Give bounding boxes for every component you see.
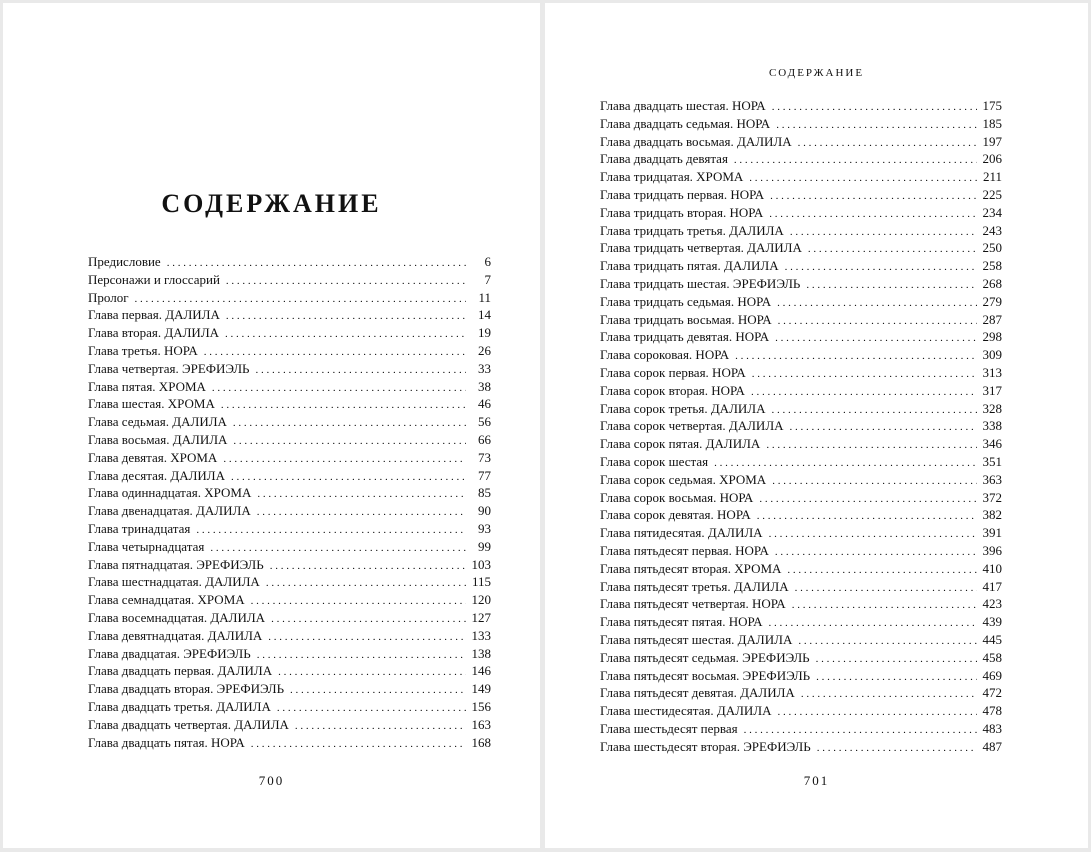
toc-entry-title: Глава девятнадцатая. ДАЛИЛА — [88, 627, 263, 643]
toc-entry — [88, 467, 491, 485]
toc-entry-page: 313 — [982, 364, 1002, 380]
table-of-contents-left — [88, 253, 491, 751]
toc-entry-title: Глава сорок вторая. НОРА — [600, 382, 745, 398]
toc-entry-title: Глава шестнадцатая. ДАЛИЛА — [88, 574, 260, 590]
toc-entry — [88, 538, 491, 556]
dot-leader — [751, 384, 977, 402]
dot-leader — [223, 451, 466, 469]
toc-entry — [600, 417, 1002, 435]
toc-entry-page: 146 — [471, 663, 491, 679]
dot-leader — [257, 647, 466, 665]
toc-entry-title: Глава двенадцатая. ДАЛИЛА — [88, 503, 251, 519]
toc-entry-page: 11 — [478, 289, 491, 305]
toc-entry-page: 346 — [982, 436, 1002, 452]
toc-entry-title: Глава двадцать седьмая. НОРА — [600, 115, 771, 131]
toc-entry-page: 351 — [982, 453, 1002, 469]
toc-entry — [600, 667, 1002, 685]
dot-leader — [798, 135, 977, 153]
toc-entry-page: 66 — [478, 431, 491, 447]
toc-entry-page: 338 — [982, 418, 1002, 434]
toc-entry — [600, 738, 1002, 756]
toc-entry — [88, 556, 491, 574]
toc-entry-title: Глава пятьдесят четвертая. НОРА — [600, 596, 786, 612]
toc-entry-title: Глава восьмая. ДАЛИЛА — [88, 431, 228, 447]
dot-leader — [785, 259, 977, 277]
toc-entry-page: 211 — [982, 169, 1002, 185]
toc-entry — [600, 311, 1002, 329]
toc-entry — [88, 734, 491, 752]
toc-entry — [600, 168, 1002, 186]
toc-entry-title: Глава сороковая. НОРА — [600, 347, 730, 363]
toc-entry-title: Персонажи и глоссарий — [88, 271, 220, 287]
dot-leader — [768, 615, 977, 633]
toc-entry-page: 149 — [471, 681, 491, 697]
toc-entry-title: Глава шестидесятая. ДАЛИЛА — [600, 703, 772, 719]
dot-leader — [792, 597, 977, 615]
dot-leader — [778, 313, 977, 331]
toc-entry — [600, 524, 1002, 542]
dot-leader — [233, 415, 466, 433]
toc-entry — [600, 382, 1002, 400]
left-page — [3, 3, 540, 848]
toc-entry — [600, 239, 1002, 257]
toc-entry — [88, 609, 491, 627]
toc-entry-page: 234 — [982, 204, 1002, 220]
toc-entry — [88, 431, 491, 449]
table-of-contents-right — [600, 97, 1002, 755]
toc-entry — [88, 698, 491, 716]
toc-entry — [88, 413, 491, 431]
toc-entry-page: 120 — [471, 592, 491, 608]
toc-entry-page: 115 — [471, 574, 491, 590]
toc-entry-title: Глава пятьдесят первая. НОРА — [600, 542, 769, 558]
toc-entry-page: 206 — [982, 151, 1002, 167]
toc-entry — [88, 360, 491, 378]
dot-leader — [266, 575, 466, 593]
dot-leader — [233, 433, 466, 451]
toc-entry-title: Глава сорок девятая. НОРА — [600, 507, 751, 523]
toc-entry — [600, 328, 1002, 346]
toc-entry-title: Глава тринадцатая — [88, 520, 191, 536]
toc-entry — [88, 627, 491, 645]
toc-entry-page: 391 — [982, 525, 1002, 541]
toc-entry-title: Глава сорок первая. НОРА — [600, 364, 746, 380]
toc-entry-page: 287 — [982, 311, 1002, 327]
toc-entry-title: Глава пятьдесят шестая. ДАЛИЛА — [600, 631, 793, 647]
toc-entry — [600, 150, 1002, 168]
toc-entry-page: 7 — [484, 271, 491, 287]
toc-entry — [600, 702, 1002, 720]
toc-entry-title: Глава одиннадцатая. ХРОМА — [88, 485, 252, 501]
toc-entry — [88, 395, 491, 413]
toc-entry-page: 168 — [471, 734, 491, 750]
toc-entry — [88, 591, 491, 609]
dot-leader — [808, 241, 977, 259]
dot-leader — [777, 295, 977, 313]
toc-entry-title: Глава двадцать первая. ДАЛИЛА — [88, 663, 273, 679]
toc-entry-page: 243 — [982, 222, 1002, 238]
dot-leader — [816, 651, 977, 669]
toc-entry-page: 417 — [982, 578, 1002, 594]
toc-entry-page: 185 — [982, 115, 1002, 131]
page-number-right: 701 — [803, 773, 830, 788]
toc-entry-title: Глава тридцать седьмая. НОРА — [600, 293, 772, 309]
dot-leader — [795, 580, 977, 598]
toc-entry-title: Глава пятьдесят восьмая. ЭРЕФИЭЛЬ — [600, 667, 811, 683]
running-head: СОДЕРЖАНИЕ — [768, 67, 865, 79]
dot-leader — [251, 736, 466, 754]
toc-entry-title: Глава седьмая. ДАЛИЛА — [88, 414, 227, 430]
toc-entry — [600, 186, 1002, 204]
toc-entry — [88, 449, 491, 467]
toc-entry-page: 363 — [982, 471, 1002, 487]
dot-leader — [277, 700, 466, 718]
toc-entry — [600, 293, 1002, 311]
page-number-left: 700 — [258, 773, 285, 788]
toc-entry-page: 85 — [478, 485, 491, 501]
toc-entry-page: 77 — [478, 467, 491, 483]
toc-entry-page: 6 — [484, 254, 491, 269]
toc-entry — [600, 133, 1002, 151]
toc-entry-page: 423 — [982, 596, 1002, 612]
toc-entry-page: 372 — [982, 489, 1002, 505]
toc-entry — [88, 573, 491, 591]
toc-entry-title: Глава вторая. ДАЛИЛА — [88, 325, 220, 341]
toc-entry-page: 73 — [478, 449, 491, 465]
dot-leader — [271, 611, 466, 629]
dot-leader — [801, 686, 977, 704]
toc-entry-title: Глава тридцать шестая. ЭРЕФИЭЛЬ — [600, 275, 801, 291]
toc-entry-title: Глава первая. ДАЛИЛА — [88, 307, 220, 323]
toc-entry-page: 328 — [982, 400, 1002, 416]
dot-leader — [775, 544, 977, 562]
dot-leader — [734, 152, 977, 170]
toc-entry — [600, 613, 1002, 631]
toc-entry-page: 396 — [982, 542, 1002, 558]
toc-entry-page: 103 — [471, 556, 491, 572]
dot-leader — [775, 330, 977, 348]
toc-entry-title: Глава двадцать пятая. НОРА — [88, 734, 245, 750]
toc-entry-page: 487 — [982, 738, 1002, 754]
toc-entry-page: 26 — [478, 342, 491, 358]
dot-leader — [770, 188, 977, 206]
toc-entry — [600, 115, 1002, 133]
dot-leader — [787, 562, 977, 580]
toc-entry — [600, 400, 1002, 418]
toc-entry-title: Глава тридцать восьмая. НОРА — [600, 311, 772, 327]
dot-leader — [221, 397, 466, 415]
toc-entry-title: Глава десятая. ДАЛИЛА — [88, 467, 225, 483]
toc-entry-title: Глава сорок седьмая. ХРОМА — [600, 471, 767, 487]
dot-leader — [226, 273, 466, 291]
toc-entry — [600, 631, 1002, 649]
toc-entry — [600, 275, 1002, 293]
dot-leader — [806, 277, 977, 295]
dot-leader — [749, 170, 977, 188]
toc-entry-page: 439 — [982, 614, 1002, 630]
toc-entry-title: Глава сорок четвертая. ДАЛИЛА — [600, 418, 784, 434]
toc-entry — [600, 506, 1002, 524]
toc-entry-page: 197 — [982, 133, 1002, 149]
toc-entry — [600, 364, 1002, 382]
toc-entry-page: 225 — [982, 186, 1002, 202]
toc-entry — [600, 97, 1002, 115]
toc-entry — [88, 520, 491, 538]
toc-entry-page: 258 — [982, 258, 1002, 274]
toc-entry-page: 458 — [982, 649, 1002, 665]
dot-leader — [790, 224, 977, 242]
toc-entry-title: Глава семнадцатая. ХРОМА — [88, 592, 245, 608]
dot-leader — [225, 326, 466, 344]
toc-entry-title: Глава пятая. ХРОМА — [88, 378, 206, 394]
toc-entry — [88, 645, 491, 663]
toc-entry-title: Глава шестьдесят вторая. ЭРЕФИЭЛЬ — [600, 738, 811, 754]
toc-entry-title: Предисловие — [88, 254, 161, 269]
toc-entry — [600, 542, 1002, 560]
dot-leader — [295, 718, 466, 736]
toc-entry-page: 317 — [982, 382, 1002, 398]
toc-entry-title: Глава пятьдесят девятая. ДАЛИЛА — [600, 685, 795, 701]
toc-entry — [600, 257, 1002, 275]
toc-entry — [600, 489, 1002, 507]
dot-leader — [257, 486, 466, 504]
dot-leader — [772, 473, 977, 491]
toc-entry-page: 469 — [982, 667, 1002, 683]
toc-entry-title: Глава двадцать шестая. НОРА — [600, 98, 766, 113]
toc-entry-page: 46 — [478, 396, 491, 412]
toc-entry — [600, 595, 1002, 613]
toc-entry-title: Глава двадцать третья. ДАЛИЛА — [88, 698, 271, 714]
toc-entry-title: Глава тридцать третья. ДАЛИЛА — [600, 222, 784, 238]
toc-entry-title: Глава пятидесятая. ДАЛИЛА — [600, 525, 763, 541]
toc-entry-title: Глава четвертая. ЭРЕФИЭЛЬ — [88, 360, 250, 376]
toc-entry-title: Глава восемнадцатая. ДАЛИЛА — [88, 609, 266, 625]
toc-entry — [88, 289, 491, 307]
toc-entry — [88, 662, 491, 680]
toc-entry — [600, 204, 1002, 222]
toc-entry-title: Глава тридцать четвертая. ДАЛИЛА — [600, 240, 802, 256]
toc-entry — [600, 560, 1002, 578]
toc-entry-title: Глава сорок пятая. ДАЛИЛА — [600, 436, 761, 452]
toc-entry — [88, 253, 491, 271]
toc-entry-page: 33 — [478, 360, 491, 376]
toc-entry-title: Глава пятьдесят пятая. НОРА — [600, 614, 763, 630]
dot-leader — [752, 366, 977, 384]
dot-leader — [778, 704, 977, 722]
dot-leader — [268, 629, 466, 647]
dot-leader — [226, 308, 466, 326]
dot-leader — [257, 504, 466, 522]
toc-entry-page: 478 — [982, 703, 1002, 719]
toc-entry-title: Глава пятьдесят третья. ДАЛИЛА — [600, 578, 789, 594]
toc-entry-page: 472 — [982, 685, 1002, 701]
toc-entry-page: 268 — [982, 275, 1002, 291]
toc-entry-page: 93 — [478, 520, 491, 536]
dot-leader — [757, 508, 977, 526]
toc-entry-page: 138 — [471, 645, 491, 661]
toc-entry-page: 309 — [982, 347, 1002, 363]
toc-entry — [600, 453, 1002, 471]
toc-entry-page: 163 — [471, 716, 491, 732]
toc-entry — [88, 342, 491, 360]
toc-entry-title: Глава двадцать вторая. ЭРЕФИЭЛЬ — [88, 681, 285, 697]
toc-entry — [88, 484, 491, 502]
toc-entry — [88, 306, 491, 324]
toc-entry-title: Глава шестая. ХРОМА — [88, 396, 215, 412]
toc-entry — [600, 222, 1002, 240]
dot-leader — [772, 99, 977, 117]
toc-entry-page: 445 — [982, 631, 1002, 647]
toc-entry — [88, 378, 491, 396]
right-page — [545, 3, 1088, 848]
dot-leader — [816, 669, 977, 687]
toc-entry-page: 483 — [982, 720, 1002, 736]
toc-entry-title: Глава двадцать четвертая. ДАЛИЛА — [88, 716, 289, 732]
dot-leader — [771, 402, 977, 420]
toc-entry-title: Глава сорок третья. ДАЛИЛА — [600, 400, 766, 416]
toc-entry — [600, 720, 1002, 738]
toc-entry-title: Глава двадцать восьмая. ДАЛИЛА — [600, 133, 792, 149]
dot-leader — [270, 558, 466, 576]
toc-entry-title: Глава тридцать вторая. НОРА — [600, 204, 764, 220]
toc-entry — [600, 346, 1002, 364]
dot-leader — [776, 117, 977, 135]
dot-leader — [255, 362, 466, 380]
toc-entry-page: 156 — [471, 698, 491, 714]
toc-entry-title: Глава шестьдесят первая — [600, 720, 738, 736]
toc-entry-title: Глава пятнадцатая. ЭРЕФИЭЛЬ — [88, 556, 264, 572]
toc-entry-page: 133 — [471, 627, 491, 643]
dot-leader — [196, 522, 466, 540]
toc-entry-page: 127 — [471, 609, 491, 625]
toc-entry-title: Глава девятая. ХРОМА — [88, 449, 218, 465]
dot-leader — [769, 206, 977, 224]
toc-entry-page: 56 — [478, 414, 491, 430]
toc-entry-page: 175 — [982, 98, 1002, 113]
toc-entry-title: Пролог — [88, 289, 129, 305]
toc-entry-title: Глава тридцатая. ХРОМА — [600, 169, 744, 185]
toc-entry-page: 298 — [982, 329, 1002, 345]
toc-entry-title: Глава четырнадцатая — [88, 538, 205, 554]
dot-leader — [817, 740, 977, 758]
toc-entry — [88, 716, 491, 734]
toc-entry-title: Глава тридцать первая. НОРА — [600, 186, 765, 202]
toc-entry-page: 99 — [478, 538, 491, 554]
toc-entry-page: 19 — [478, 325, 491, 341]
toc-entry-title: Глава тридцать пятая. ДАЛИЛА — [600, 258, 779, 274]
dot-leader — [278, 664, 466, 682]
toc-entry — [88, 502, 491, 520]
toc-entry-page: 279 — [982, 293, 1002, 309]
toc-entry — [600, 435, 1002, 453]
contents-heading: СОДЕРЖАНИЕ — [161, 189, 382, 218]
toc-entry-page: 14 — [478, 307, 491, 323]
toc-entry-title: Глава пятьдесят вторая. ХРОМА — [600, 560, 782, 576]
dot-leader — [212, 380, 466, 398]
dot-leader — [790, 419, 977, 437]
dot-leader — [769, 526, 977, 544]
toc-entry-page: 38 — [478, 378, 491, 394]
toc-entry — [600, 578, 1002, 596]
toc-entry-title: Глава сорок восьмая. НОРА — [600, 489, 754, 505]
toc-entry — [600, 471, 1002, 489]
toc-entry-page: 382 — [982, 507, 1002, 523]
dot-leader — [290, 682, 466, 700]
dot-leader — [766, 437, 977, 455]
dot-leader — [735, 348, 977, 366]
toc-entry-page: 410 — [982, 560, 1002, 576]
dot-leader — [251, 593, 466, 611]
toc-entry — [88, 324, 491, 342]
toc-entry-title: Глава сорок шестая — [600, 453, 709, 469]
dot-leader — [231, 469, 466, 487]
toc-entry — [88, 680, 491, 698]
toc-entry-title: Глава двадцать девятая — [600, 151, 728, 167]
toc-entry-page: 90 — [478, 503, 491, 519]
toc-entry-title: Глава тридцать девятая. НОРА — [600, 329, 770, 345]
dot-leader — [798, 633, 977, 651]
toc-entry-page: 250 — [982, 240, 1002, 256]
toc-entry — [88, 271, 491, 289]
toc-entry-title: Глава третья. НОРА — [88, 342, 198, 358]
toc-entry-title: Глава пятьдесят седьмая. ЭРЕФИЭЛЬ — [600, 649, 810, 665]
toc-entry-title: Глава двадцатая. ЭРЕФИЭЛЬ — [88, 645, 251, 661]
toc-entry — [600, 649, 1002, 667]
toc-entry — [600, 684, 1002, 702]
dot-leader — [759, 491, 977, 509]
